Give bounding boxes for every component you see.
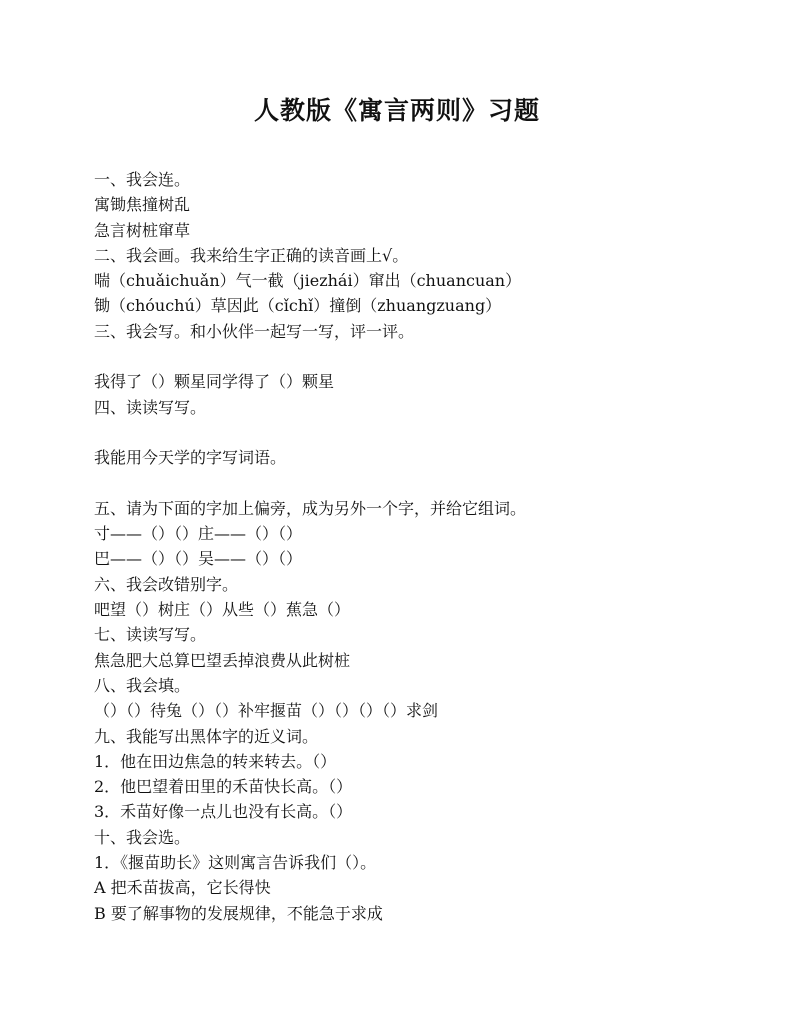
text-line: 九、我能写出黑体字的近义词。	[94, 726, 319, 746]
blank-line	[94, 344, 754, 369]
text-line: 二、我会画。我来给生字正确的读音画上√。	[94, 245, 409, 265]
text-line: 四、读读写写。	[94, 397, 207, 417]
text-line: 八、我会填。	[94, 675, 191, 695]
text-line: 急言树桩窜草	[94, 220, 191, 240]
text-line: 寸——（）（）庄——（）（）	[94, 524, 303, 544]
document-title: 人教版《寓言两则》习题	[253, 96, 540, 125]
text-line: 我能用今天学的字写词语。	[94, 448, 287, 468]
text-line: 十、我会选。	[94, 827, 191, 847]
blank-line	[94, 471, 754, 496]
text-line: 1．他在田边焦急的转来转去。（）	[94, 751, 337, 771]
text-line: 锄（chóuchú）草因此（cǐchǐ）撞倒（zhuangzuang）	[94, 296, 502, 316]
text-line: 三、我会写。和小伙伴一起写一写，评一评。	[94, 321, 415, 341]
text-line: B 要了解事物的发展规律，不能急于求成	[94, 903, 383, 923]
text-line: 六、我会改错别字。	[94, 574, 239, 594]
text-line: 寓锄焦撞树乱	[94, 195, 191, 215]
document-body	[94, 167, 754, 926]
text-line: 我得了（）颗星同学得了（）颗星	[94, 372, 335, 392]
text-line: 五、请为下面的字加上偏旁，成为另外一个字，并给它组词。	[94, 498, 527, 518]
text-line: 焦急肥大总算巴望丢掉浪费从此树桩	[94, 650, 351, 670]
text-line: （）（）待兔（）（）补牢揠苗（）（）（）（）求剑	[94, 701, 439, 721]
text-line: 2．他巴望着田里的禾苗快长高。（）	[94, 777, 353, 797]
text-line: 七、读读写写。	[94, 625, 207, 645]
text-line: 吧望（）树庄（）从些（）蕉急（）	[94, 600, 351, 620]
blank-line	[94, 420, 754, 445]
text-line: 巴——（）（）吴——（）（）	[94, 549, 303, 569]
text-line: 3．禾苗好像一点儿也没有长高。（）	[94, 802, 353, 822]
text-line: 喘（chuǎichuǎn）气一截（jiezhái）窜出（chuancuan）	[94, 271, 522, 291]
text-line: A 把禾苗拔高，它长得快	[94, 878, 271, 898]
text-line: 1．《揠苗助长》这则寓言告诉我们（）。	[94, 853, 377, 873]
text-line: 一、我会连。	[94, 170, 191, 189]
